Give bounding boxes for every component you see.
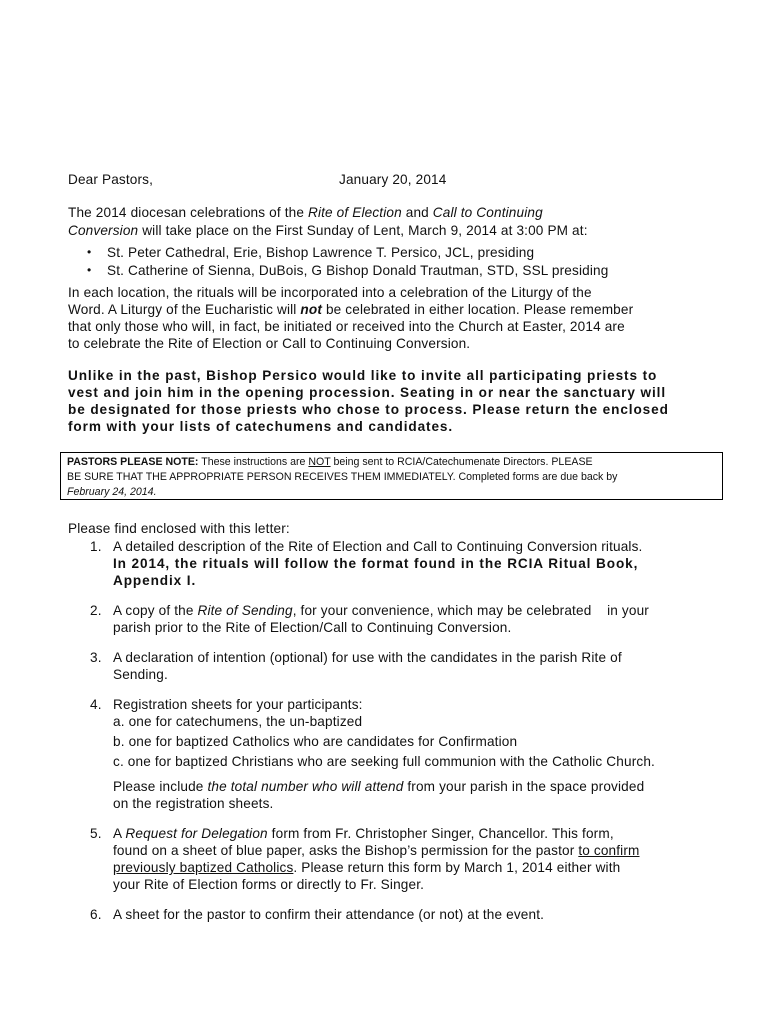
item-5-line-1: A Request for Delegation form from Fr. Christopher Singer, Chancellor. This form,	[113, 826, 614, 841]
enclosed-intro: Please find enclosed with this letter:	[68, 521, 290, 536]
item-4-sub-a: a. one for catechumens, the un-baptized	[113, 714, 363, 729]
item-4-line-1: Registration sheets for your participants:	[113, 697, 363, 712]
item-number: 4.	[90, 697, 102, 712]
item-5-line-2: found on a sheet of blue paper, asks the Bishop’s permission for the pastor to confirm	[113, 843, 640, 858]
item-6-line-1: A sheet for the pastor to confirm their attendance (or not) at the event.	[113, 907, 545, 922]
para2-line-2: Word. A Liturgy of the Eucharistic will not be celebrated in either location. Please remember	[68, 302, 634, 317]
item-3-line-1: A declaration of intention (optional) for use with the candidates in the parish Rite of	[113, 650, 622, 665]
location-dubois: St. Catherine of Sienna, DuBois, G Bishop Donald Trautman, STD, SSL presiding	[107, 263, 609, 278]
item-5-line-3: previously baptized Catholics. Please return this form by March 1, 2014 either with	[113, 860, 621, 875]
item-number: 6.	[90, 907, 102, 922]
item-4-sub-b: b. one for baptized Catholics who are candidates for Confirmation	[113, 734, 518, 749]
item-number: 3.	[90, 650, 102, 665]
procession-line-4: form with your lists of catechumens and candidates.	[68, 419, 454, 434]
pastors-note-box	[60, 452, 723, 500]
procession-line-2: vest and join him in the opening procession. Seating in or near the sanctuary will	[68, 385, 667, 400]
bullet-icon: •	[87, 263, 92, 277]
item-1-line-1: A detailed description of the Rite of Election and Call to Continuing Conversion rituals.	[113, 539, 643, 554]
procession-line-1: Unlike in the past, Bishop Persico would like to invite all participating priests to	[68, 368, 658, 383]
item-number: 5.	[90, 826, 102, 841]
item-2-line-2: parish prior to the Rite of Election/Call to Continuing Conversion.	[113, 620, 512, 635]
item-number: 2.	[90, 603, 102, 618]
para2-line-1: In each location, the rituals will be incorporated into a celebration of the Liturgy of the	[68, 285, 592, 300]
bullet-icon: •	[87, 245, 92, 259]
para2-line-3: that only those who will, in fact, be initiated or received into the Church at Easter, 2014 are	[68, 319, 625, 334]
para2-line-4: to celebrate the Rite of Election or Call to Continuing Conversion.	[68, 336, 471, 351]
note-line-3: February 24, 2014.	[67, 486, 157, 498]
intro-line-2: Conversion will take place on the First Sunday of Lent, March 9, 2014 at 3:00 PM at:	[68, 223, 588, 238]
procession-line-3: be designated for those priests who chose to process. Please return the enclosed	[68, 402, 669, 417]
item-1-line-2: In 2014, the rituals will follow the format found in the RCIA Ritual Book,	[113, 556, 639, 571]
item-1-line-3: Appendix I.	[113, 573, 197, 588]
item-3-line-2: Sending.	[113, 667, 168, 682]
item-2-line-1: A copy of the Rite of Sending, for your convenience, which may be celebrated in your	[113, 603, 649, 618]
intro-line-1: The 2014 diocesan celebrations of the Rite of Election and Call to Continuing	[68, 205, 543, 220]
item-4-sub-c: c. one for baptized Christians who are seeking full communion with the Catholic Church.	[113, 754, 655, 769]
note-line-1: PASTORS PLEASE NOTE: These instructions are NOT being sent to RCIA/Catechumenate Directors. PLEASE	[67, 456, 593, 468]
salutation: Dear Pastors,	[68, 172, 154, 187]
letter-date: January 20, 2014	[339, 172, 447, 187]
item-4-para-line-2: on the registration sheets.	[113, 796, 274, 811]
item-5-line-4: your Rite of Election forms or directly to Fr. Singer.	[113, 877, 425, 892]
item-4-para-line-1: Please include the total number who will attend from your parish in the space provided	[113, 779, 645, 794]
item-number: 1.	[90, 539, 102, 554]
location-erie: St. Peter Cathedral, Erie, Bishop Lawrence T. Persico, JCL, presiding	[107, 245, 535, 260]
note-line-2: BE SURE THAT THE APPROPRIATE PERSON RECEIVES THEM IMMEDIATELY. Completed forms are due back by	[67, 471, 618, 483]
